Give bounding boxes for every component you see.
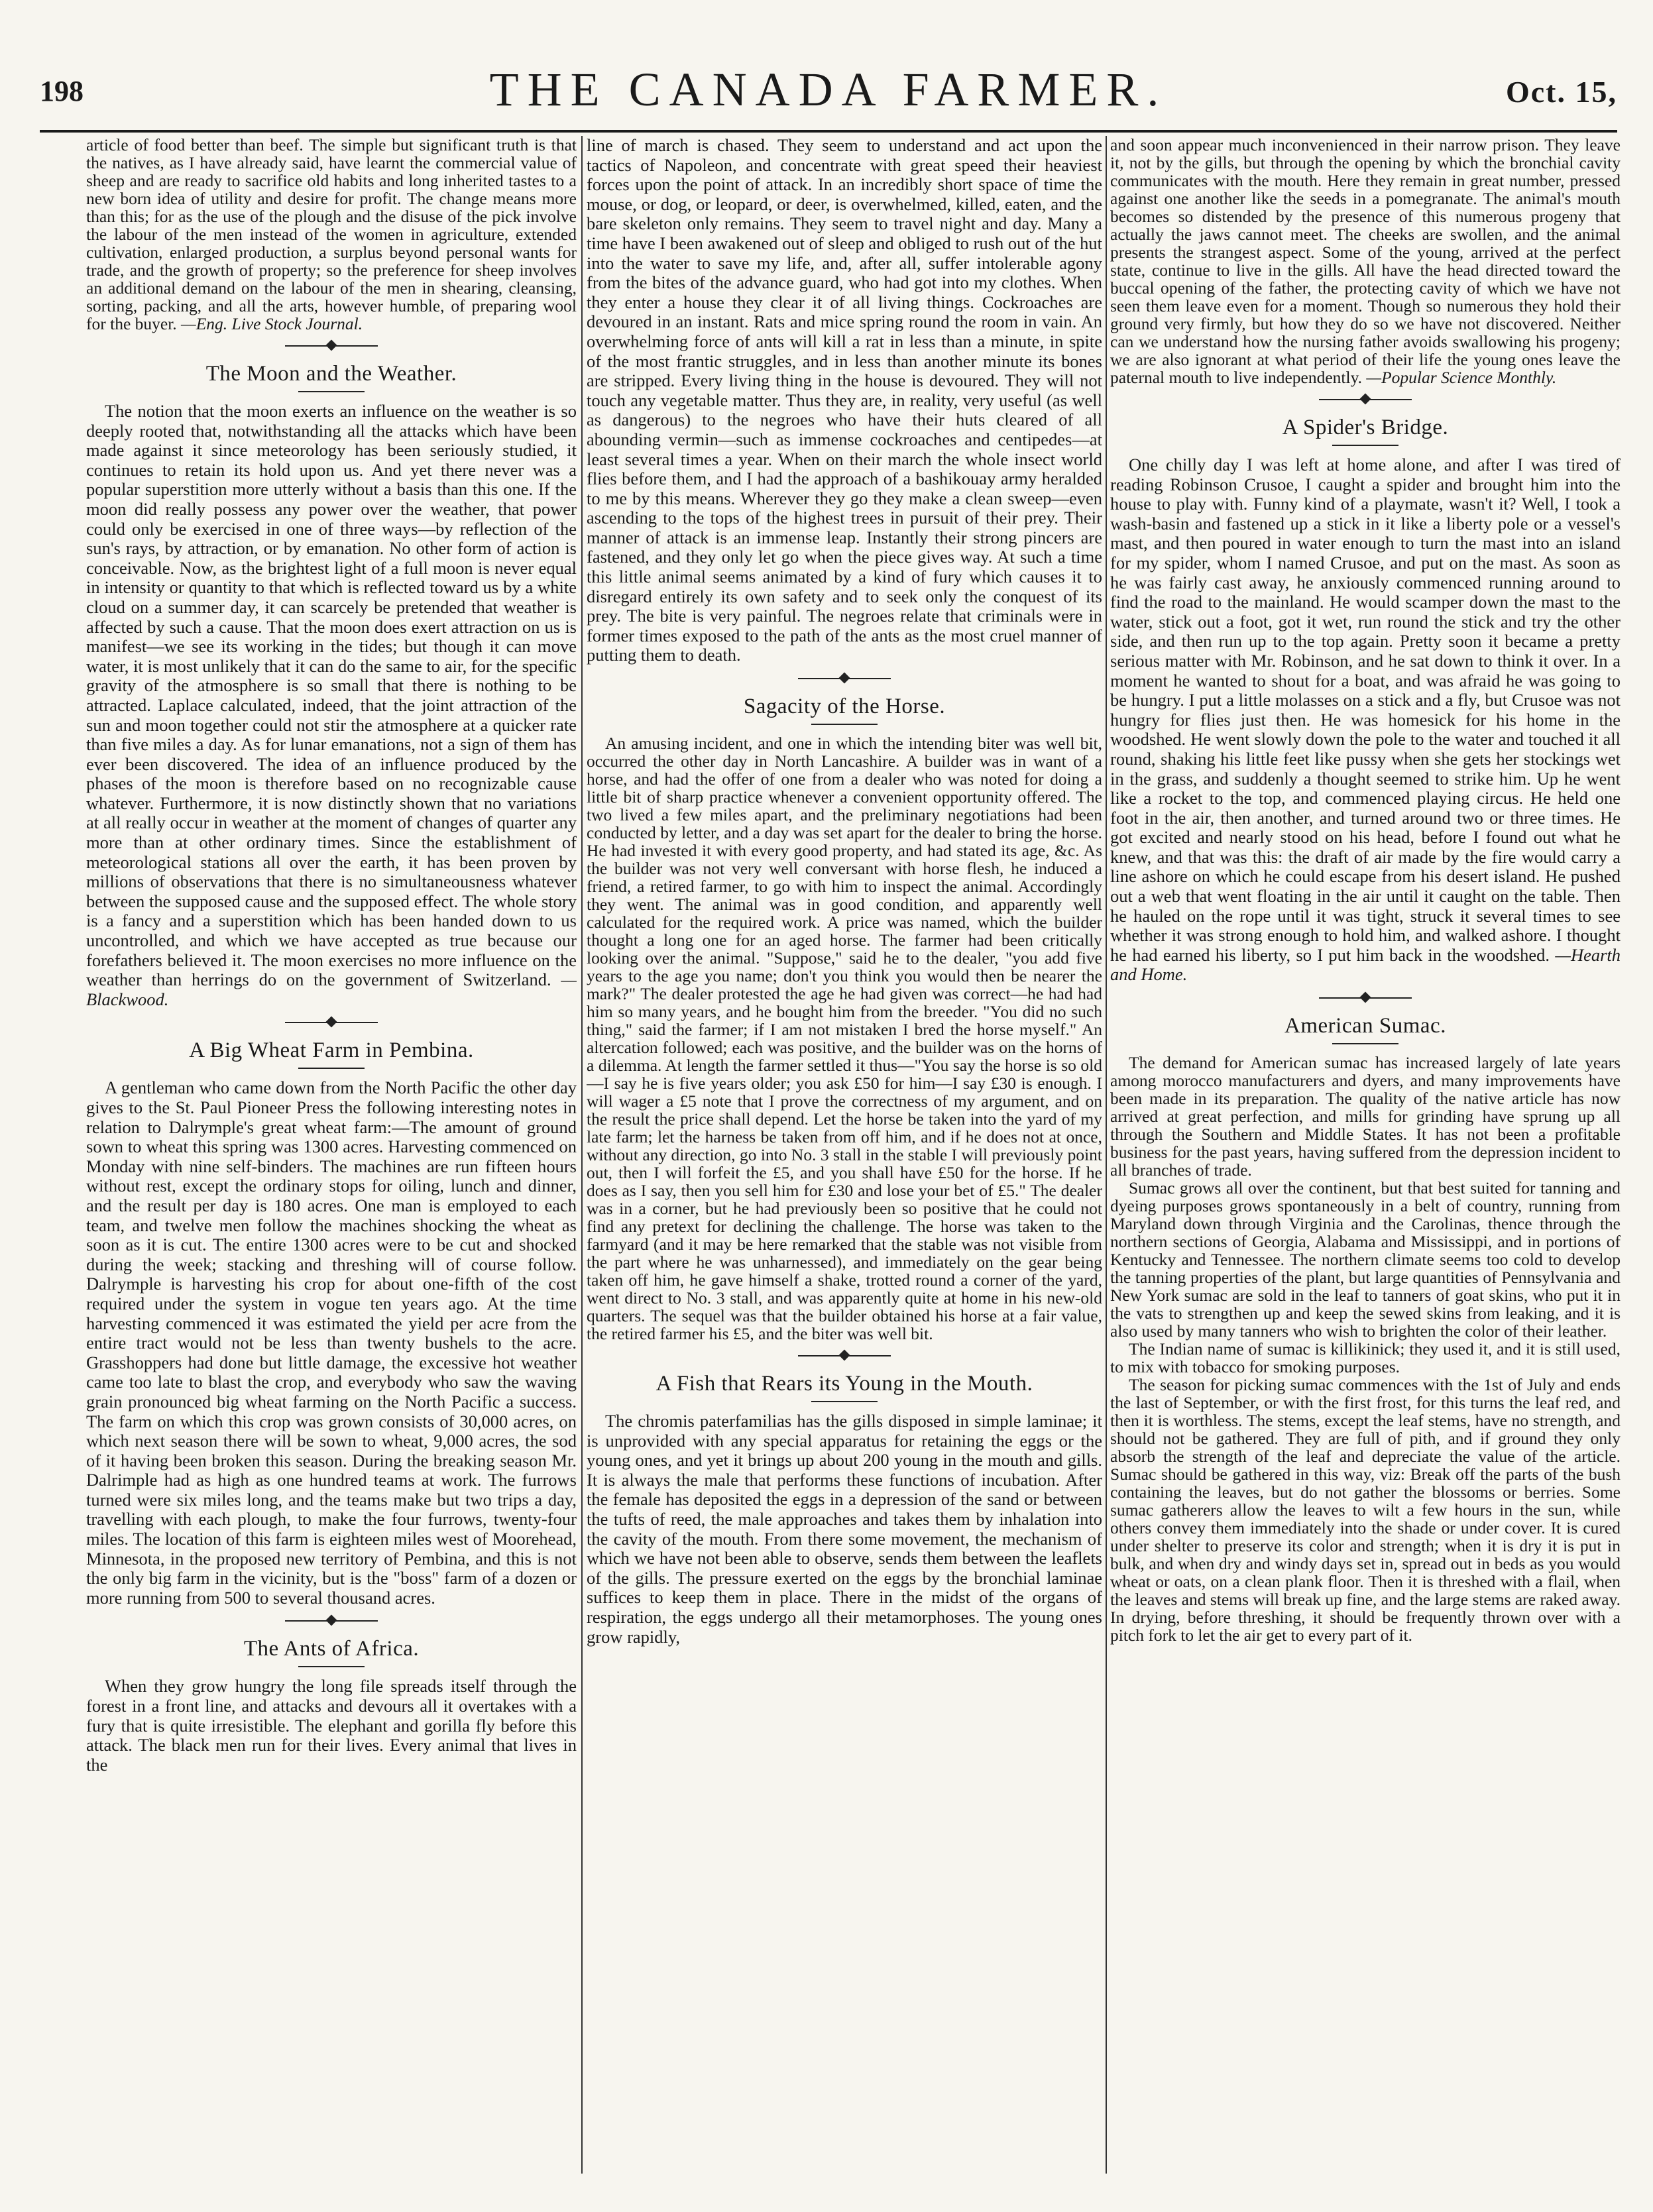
article-title: A Spider's Bridge. <box>1282 415 1449 439</box>
column-divider <box>1106 136 1107 2174</box>
source-credit: —Hearth and Home. <box>1110 944 1621 985</box>
issue-date: Oct. 15, <box>1505 75 1617 109</box>
article-title: The Moon and the Weather. <box>205 362 457 386</box>
page-number: 198 <box>40 75 84 107</box>
article-body: One chilly day I was left at home alone, and after I was tired of reading Robinson Crusoe, I caught a spider and brought him into the house to play with. Funny kind of a playmate, wasn't it? Well, I took a wash-basin and fastened up a stick in it like a liberty pole or a vessel's mast, and then poured in water enough to turn the mast into an island for my spider, whom I named Crusoe, and put on the mast. As soon as he was fairly cast away, he anxiously commenced running around to find the road to the mainland. He would scamper down the mast to the water, stick out a foot, got it wet, run round the stick and try the other side, and then run up to the top again. Pretty soon it became a pretty serious matter with Mr. Robinson, and he sat down to think it over. In a moment he wanted to shout for a boat, and was afraid he was going to be hungry. I put a little molasses on a stick and a fly, but Crusoe was not hungry for flies just then. He was homesick for his home in the woodshed. He went slowly down the pole to the water and touched it all round, shaking his little feet like pussy when she gets her stockings wet in the grass, and suddenly a thought seemed to strike him. Up he went like a rocket to the top, and commenced playing circus. He held one foot in the air, then another, and turned around two or three times. He got excited and nearly stood on his head, before I found out what he knew, and that was this: the draft of air made by the fire would carry a line ashore on which he could escape from his desert island. He pushed out a web that went floating in the air until it caught on the table. Then he hauled on the rope until it was tight, struck it several times to see whether it was strong enough to hold him, and walked ashore. I thought he had earned his liberty, so I put him back in the woodshed. —Hearth and Home. <box>1110 455 1621 985</box>
section-ornament <box>86 342 577 350</box>
article-title: A Big Wheat Farm in Pembina. <box>189 1038 474 1063</box>
article-title: American Sumac. <box>1284 1014 1446 1038</box>
article-title: Sagacity of the Horse. <box>743 694 946 719</box>
source-credit: —Blackwood. <box>86 969 577 1009</box>
title-rule <box>1332 1043 1398 1044</box>
article-body: The chromis paterfamilias has the gills disposed in simple laminae; it is unprovided with any special apparatus for retaining the eggs or the young ones, and yet it brings up about 200 young in the mouth and gills. It is always the male that performs these functions of incubation. After the female has deposited the eggs in a depression of the sand or between the tufts of reed, the male approaches and takes them by inhalation into the cavity of the mouth. From there some movement, the mechanism of which we have not been able to observe, sends them between the leaflets of the gills. The pressure exerted on the eggs by the bronchial laminae suffices to keep them in place. There in the midst of the organs of respiration, the eggs undergo all their metamorphoses. The young ones grow rapidly, <box>587 1411 1102 1647</box>
section-ornament <box>1110 994 1621 1002</box>
source-credit: —Popular Science Monthly. <box>1366 368 1557 387</box>
column-3 <box>1110 136 1621 2170</box>
article-body: The notion that the moon exerts an influence on the weather is so deeply rooted that, notwithstanding all the attacks which have been made against it since meteorology has been seriously studied, it continues to retain its hold upon us. And yet there never was a popular superstition more utterly without a basis than this one. If the moon did really possess any power over the weather, that power could only be exercised in one of three ways—by reflection of the sun's rays, by attraction, or by emanation. No other form of action is conceivable. Now, as the brightest light of a full moon is never equal in intensity or quantity to that which is reflected toward us by a white cloud on a summer day, it can scarcely be pretended that weather is affected by such a cause. That the moon does exert attraction on us is manifest—we see its working in the tides; but though it can move water, it is most unlikely that it can do the same to air, for the specific gravity of the atmosphere is so small that there is nothing to be attracted. Laplace calculated, indeed, that the joint attraction of the sun and moon together could not stir the atmosphere at a quicker rate than five miles a day. As for lunar emanations, not a sign of them has ever been discovered. The idea of an influence produced by the phases of the moon is therefore based on no recognizable cause whatever. Furthermore, it is now distinctly shown that no variations at all really occur in weather at the moment of changes of quarter any more than at other ordinary times. Since the establishment of meteorological stations all over the earth, it has been proven by millions of observations that there is no simultaneousness whatever between the supposed cause and the supposed effect. The whole story is a fancy and a superstition which has been handed down to us uncontrolled, and which we have accepted as true because our forefathers believed it. The moon exercises no more influence on the weather than herrings do on the government of Switzerland. —Blackwood. <box>86 401 577 1009</box>
article-paragraph: The demand for American sumac has increased largely of late years among morocco manufacturers and dyers, and many improvements have been made in its preparation. The quality of the native article has now arrived at great perfection, and mills for grinding have sprung up all through the Southern and Middle States. It has not been a profitable business for the past years, having suffered from the depression incident to all branches of trade. <box>1110 1053 1621 1180</box>
article-paragraph: The Indian name of sumac is killikinick; they used it, and it is still used, to mix with tobacco for smoking purposes. <box>1110 1339 1621 1377</box>
title-rule <box>811 724 878 725</box>
section-ornament <box>86 1617 577 1625</box>
section-ornament <box>86 1019 577 1026</box>
newspaper-title: THE CANADA FARMER. <box>489 63 1168 116</box>
column-2 <box>587 136 1102 2170</box>
article-paragraph: The season for picking sumac commences with the 1st of July and ends the last of September, or with the first frost, for this turns the leaf red, and then it is worthless. The stems, except the leaf stems, have no strength, and should not be gathered. They are full of pith, and if ground they only absorb the strength of the leaf and depreciate the value of the article. Sumac should be gathered in this way, viz: Break off the parts of the bush containing the leaves, but do not gather the blossoms or berries. Some sumac gatherers allow the leaves to wilt a few hours in the sun, while others convey them immediately into the shade or under cover. It is cured under shelter to preserve its color and strength; when it is dry it is put in bulk, and when dry and windy days set in, spread out in beds as you would wheat or oats, on a clean plank floor. Then it is threshed with a flail, when the leaves and stems will break up fine, and the large stems are raked away. In drying, before threshing, it should be frequently thrown over with a pitch fork to let the air get to every part of it. <box>1110 1375 1621 1645</box>
column-divider <box>581 136 583 2174</box>
article-continuation: article of food better than beef. The simple but significant truth is that the natives, as I have already said, have learnt the commercial value of sheep and are ready to sacrifice old habits and long inherited tastes to a new born idea of utility and desire for profit. The change means more than this; for as the use of the plough and the disuse of the pick involve the labour of the men instead of the women in agriculture, extended cultivation, enlarged production, a surplus beyond personal wants for trade, and the growth of property; so the preference for sheep involves an additional demand on the labour of the men in shearing, cleansing, sorting, packing, and all the arts, however humble, of preparing wool for the buyer. —Eng. Live Stock Journal. <box>86 136 577 333</box>
article-body: When they grow hungry the long file spreads itself through the forest in a front line, and attacks and devours all it overtakes with a fury that is quite irresistible. The elephant and gorilla fly before this attack. The black men run for their lives. Every animal that lives in the <box>86 1676 577 1775</box>
masthead-rule <box>40 130 1617 133</box>
column-1 <box>86 136 577 2170</box>
article-title: The Ants of Africa. <box>243 1637 420 1661</box>
section-ornament <box>1110 396 1621 404</box>
masthead <box>40 57 1617 123</box>
title-rule <box>298 1068 365 1069</box>
title-rule <box>298 391 365 392</box>
article-title: A Fish that Rears its Young in the Mouth. <box>656 1372 1033 1396</box>
title-rule <box>298 1666 365 1667</box>
article-paragraph: Sumac grows all over the continent, but that best suited for tanning and dyeing purposes grows spontaneously in a belt of country, running from Maryland down through Virginia and the Carolinas, thence through the northern sections of Georgia, Alabama and Mississippi, and in portions of Kentucky and Tennessee. The northern climate seems too cold to develop the tanning properties of the plant, but large quantities of Pennsylvania and New York sumac are sold in the leaf to tanners of goat skins, who put it in the vats to strengthen up and keep the sewed skins from leaking, and it is also used by many tanners who wish to brighten the color of their leather. <box>1110 1178 1621 1341</box>
title-rule <box>811 1401 878 1402</box>
section-ornament <box>587 1352 1102 1360</box>
section-ornament <box>587 675 1102 683</box>
source-credit: —Eng. Live Stock Journal. <box>181 314 363 333</box>
article-body: A gentleman who came down from the North Pacific the other day gives to the St. Paul Pioneer Press the following interesting notes in relation to Dalrymple's great wheat farm:—The amount of ground sown to wheat this spring was 1300 acres. Harvesting commenced on Monday with nine self-binders. The machines are run fifteen hours without rest, except the ordinary stops for oiling, lunch and dinner, and the result per day is 180 acres. One man is employed to each team, and twelve men follow the machines shocking the wheat as soon as it is cut. The entire 1300 acres were to be cut and shocked during the week; stacking and threshing will of course follow. Dalrymple is harvesting his crop for about one-fifth of the cost required under the system in vogue ten years ago. At the time harvesting commenced it was estimated the yield per acre from the entire tract would not be less than twenty bushels to the acre. Grasshoppers had done but little damage, the excessive hot weather came too late to blast the crop, and everybody who saw the waving grain pronounced big wheat farming on the North Pacific a success. The farm on which this crop was grown consists of 30,000 acres, on which next season there will be sown to wheat, 9,000 acres, the sod of it having been broken this season. During the breaking season Mr. Dalrimple had as high as one hundred teams at work. The furrows turned were six miles long, and the teams make but two trips a day, travelling with each plough, to make the four furrows, twenty-four miles. The location of this farm is eighteen miles west of Moorehead, Minnesota, in the proposed new territory of Pembina, and this is not the only big farm in the vicinity, but is the "boss" farm of a dozen or more running from 500 to several thousand acres. <box>86 1078 577 1608</box>
title-rule <box>1332 445 1398 446</box>
article-body: An amusing incident, and one in which the intending biter was well bit, occurred the other day in North Lancashire. A builder was in want of a horse, and had the offer of one from a dealer who was noted for doing a little bit of sharp practice whenever a convenient opportunity offered. The two lived a few miles apart, and the preliminary negotiations had been conducted by letter, and a day was set apart for the dealer to bring the horse. He had invested it with every good property, and had stated its age, &c. As the builder was not very well conversant with horse flesh, he induced a friend, a retired farmer, to go with him to inspect the animal. Accordingly they went. The animal was in good condition, and apparently well calculated for the required work. A price was named, which the builder thought a long one for an aged horse. The farmer had been critically looking over the animal. "Suppose," said he to the dealer, "you add five years to the age you name; don't you think you would then be nearer the mark?" The dealer protested the age he had given was correct—he had had him so many years, and he bought him from the breeder. "You did no such thing," said the farmer; if I am not mistaken I bred the horse myself." An altercation followed; each was positive, and the builder was on the horns of a dilemma. At length the farmer settled it thus—"You say the horse is so old—I say he is five years older; you ask £50 for him—I say £30 is enough. I will wager a £5 note that I prove the correctness of my argument, and on the result the price shall depend. Let the horse be taken into the yard of my late farm; let the harness be taken from off him, and if he does not at once, without any direction, go into No. 3 stall in the stable I will previously point out, then I will forfeit the £5, and you shall have £50 for the horse. If he does as I say, then you sell him for £30 and lose your bet of £5." The dealer was in a corner, but he had previously been so positive that he could not find any pretext for declining the challenge. The horse was taken to the farmyard (and it may be here remarked that the stable was not visible from the part where he was unharnessed), and immediately on the gear being taken off him, he gave himself a shake, trotted round a corner of the yard, went direct to No. 3 stall, and was apparently quite at home in his new-old quarters. The sequel was that the builder obtained his horse at a fair value, the retired farmer his £5, and the biter was well bit. <box>587 734 1102 1344</box>
article-continuation: line of march is chased. They seem to understand and act upon the tactics of Napoleon, and concentrate with great speed their heaviest forces upon the point of attack. In an incredibly short space of time the mouse, or dog, or leopard, or deer, is overwhelmed, killed, eaten, and the bare skeleton only remains. They seem to travel night and day. Many a time have I been awakened out of sleep and obliged to rush out of the hut into the water to save my life, and, after all, suffer intolerable agony from the bites of the advance guard, who had got into my clothes. When they enter a house they clear it of all living things. Cockroaches are devoured in an instant. Rats and mice spring round the room in vain. An overwhelming force of ants will kill a rat in less than a minute, in spite of the most frantic struggles, and in less than another minute its bones are stripped. Every living thing in the house is devoured. They will not touch any vegetable matter. Thus they are, in reality, very useful (as well as dangerous) to the negroes who have their huts cleared of all abounding vermin—such as immense cockroaches and centipedes—at least several times a year. When on their march the whole insect world flies before them, and I had the approach of a bashikouay army heralded to me by this means. Wherever they go they make a clean sweep—even ascending to the tops of the highest trees in pursuit of their prey. Their manner of attack is an immense leap. Instantly their strong pincers are fastened, and they only let go when the piece gives way. At such a time this little animal seems animated by a kind of fury which causes it to disregard entirely its own safety and to seek only the conquest of its prey. The bite is very painful. The negroes relate that criminals were in former times exposed to the path of the ants as the most cruel manner of putting them to death. <box>587 136 1102 665</box>
article-continuation: and soon appear much inconvenienced in their narrow prison. They leave it, not by the gills, but through the opening by which the bronchial cavity communicates with the mouth. Here they remain in great number, pressed against one another like the seeds in a pomegranate. The animal's mouth becomes so distended by the presence of this numerous progeny that actually the jaws cannot meet. The cheeks are swollen, and the animal presents the strangest aspect. Some of the young, arrived at the perfect state, continue to live in the gills. All have the head directed toward the buccal opening of the father, the protecting cavity of which we have not seen them leave even for a moment. Though so numerous they hold their ground very firmly, but how they do so we have not discovered. Neither can we understand how the nursing father avoids swallowing his progeny; we are also ignorant at what period of their life the young ones leave the paternal mouth to live independently. —Popular Science Monthly. <box>1110 136 1621 387</box>
